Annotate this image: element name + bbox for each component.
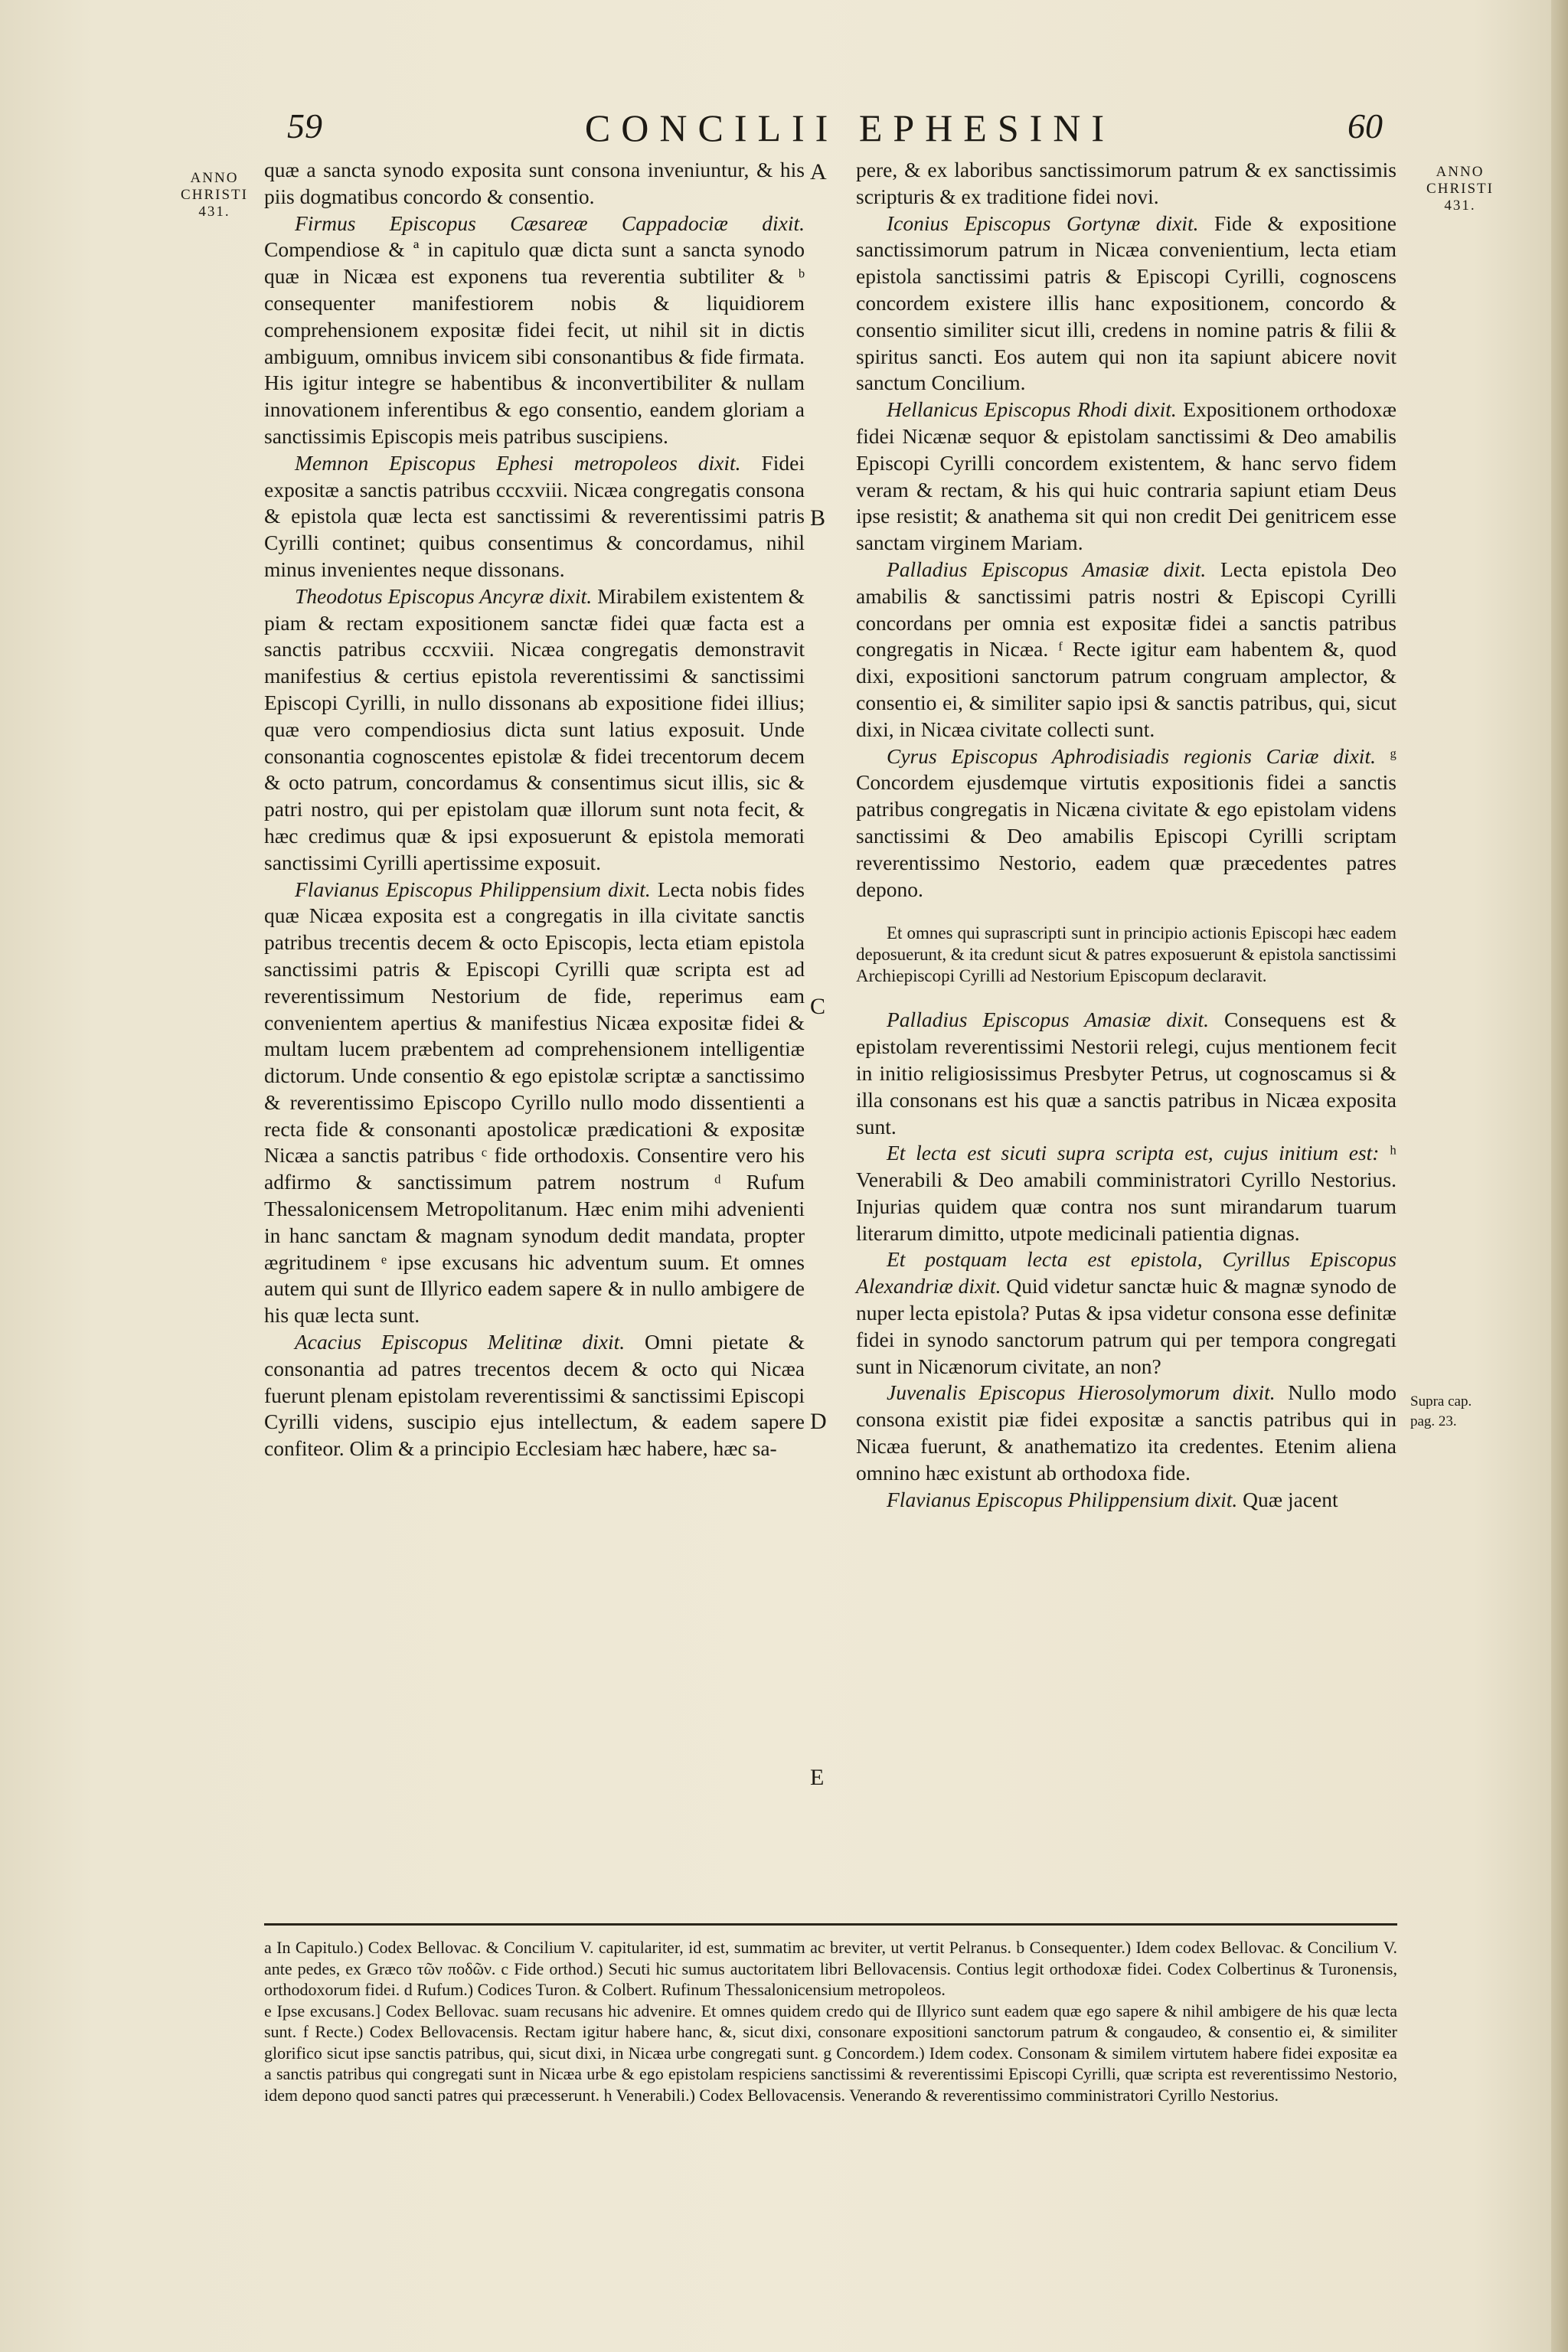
paragraph-text: Fide & expositione sanctissimorum patrum in Nicæa convenientium, lecta etiam epistola sanctissimi patris & Episcopi Cyrilli, cognoscens concordem existere illis hanc expositionem, concordo & consentio similiter sicut illi, credens in nomine patris & filii & spiritus sancti. Eos autem qui non ita sapiunt abicere novit sanctum Concilium. bbox=[856, 211, 1396, 395]
editorial-note bbox=[856, 923, 1396, 987]
speaker-name: Et lecta est sicuti supra scripta est, cujus initium est: bbox=[887, 1141, 1380, 1165]
paragraph-text: Fidei expositæ a sanctis patribus cccxviii. Nicæa congregatis consona & epistola quæ lecta est sanctissimi & reverentissimi patris Cyrilli continet; quibus consentimus & concordamus, nihil minus invenientes neque dissonans. bbox=[264, 450, 805, 581]
section-letter-b: B bbox=[810, 505, 826, 531]
speaker-name: Memnon Episcopus Ephesi metropoleos dixit. bbox=[295, 450, 741, 475]
paragraph bbox=[264, 1329, 805, 1462]
note-text: Et omnes qui suprascripti sunt in principio actionis Episcopi hæc eadem deposuerunt, & ita credunt sicut & patres exposuerunt & epistola sanctissimi Archiepiscopi Cyrilli ad Nestorium Episcopum declaravit. bbox=[856, 923, 1396, 986]
paragraph-text: ʰ Venerabili & Deo amabili comministratori Cyrillo Nestorius. Injurias quidem quæ contra nos sunt mirandarum tuarum literarum dimitto, utpote medicinali patientia dignas. bbox=[856, 1141, 1396, 1245]
speaker-name: Palladius Episcopus Amasiæ dixit. bbox=[887, 1008, 1209, 1032]
right-column bbox=[856, 157, 1396, 1513]
paragraph-text: Lecta nobis fides quæ Nicæa exposita est a congregatis in illa civitate sanctis patribus trecentis decem & octo Episcopis, lecta etiam epistola sanctissimi patris & Episcopi Cyrilli quæ scripta est ad reverentissimum Nestorium de fide, reperimus eam convenientem apertius & manifestius Nicæa expositæ fidei & multam lucem præbentem ad comprehensionem intelligentiæ dictorum. Unde consentio & ego epistolæ scriptæ a sanctissimo & reverentissimo Episcopo Cyrillo nullo modo dissentienti a recta fide & consonanti apostolicæ prædicationi & expositæ Nicæa a sanctis patribus ᶜ fide orthodoxis. Consentire vero his adfirmo & sanctissimum patrem nostrum ᵈ Rufum Thessalonicensem Metropolitanum. Hæc enim mihi advenienti in hanc sanctam & magnam synodum dedit mandata, propter ægritudinem ᵉ ipse excusans hic adventum suum. Et omnes autem qui sunt de Illyrico eadem sapere & in nullo ambigere de his quæ lecta sunt. bbox=[264, 877, 805, 1328]
paragraph-text: Omni pietate & consonantia ad patres trecentos decem & octo qui Nicæa fuerunt plenam epistolam reverentissimi & sanctissimi Episcopi Cyrilli videns, suscipio ejus intellectum, & eadem sapere confiteor. Olim & a principio Ecclesiam hæc habere, hæc sa- bbox=[264, 1330, 805, 1461]
paragraph-text: pere, & ex laboribus sanctissimorum patrum & ex sanctissimis scripturis & ex traditione fidei novi. bbox=[856, 158, 1396, 208]
paragraph bbox=[856, 743, 1396, 903]
speaker-name: Flavianus Episcopus Philippensium dixit. bbox=[295, 877, 651, 901]
margin-anno: ANNO bbox=[1436, 164, 1485, 180]
paragraph bbox=[856, 1380, 1396, 1486]
footnotes bbox=[264, 1937, 1397, 2105]
paragraph bbox=[264, 583, 805, 877]
paragraph bbox=[856, 557, 1396, 743]
paragraph bbox=[856, 1246, 1396, 1380]
section-letter-c: C bbox=[810, 994, 826, 1019]
margin-year: 431. bbox=[198, 204, 230, 220]
speaker-name: Iconius Episcopus Gortynæ dixit. bbox=[887, 211, 1199, 235]
paragraph-text: Compendiose & ª in capitulo quæ dicta sunt a sancta synodo quæ in Nicæa est exponens tua reverentia subtiliter & ᵇ consequenter manifestiorem nobis & liquidiorem comprehensionem expositæ fidei fecit, ut nihil sit in dictis ambiguum, omnibus invicem sibi consonantibus & fide firmata. His igitur integre se habentibus & inconvertibiliter & nullam innovationem inferentibus & ego consentio, eandem gloriam a sanctissimis Episcopis meis patribus suscipiens. bbox=[264, 237, 805, 448]
speaker-name: Palladius Episcopus Amasiæ dixit. bbox=[887, 557, 1207, 581]
margin-christi: CHRISTI bbox=[181, 187, 248, 203]
speaker-name: Hellanicus Episcopus Rhodi dixit. bbox=[887, 397, 1177, 422]
paragraph bbox=[856, 1007, 1396, 1140]
paragraph-text: Nullo modo consona existit piæ fidei expositæ a sanctis patribus qui in Nicæa fuerunt, & anathematizo ita credentes. Etenim aliena omnino hæc existunt ab orthodoxa fide. bbox=[856, 1380, 1397, 1485]
page-title: CONCILII EPHESINI bbox=[584, 106, 1116, 149]
speaker-name: Juvenalis Episcopus Hierosolymorum dixit. bbox=[887, 1380, 1276, 1405]
paragraph-text: Consequens est & epistolam reverentissimi Nestorii relegi, cujus mentionem fecit in initio religiosissimus Presbyter Petrus, ut cognoscamus si & illa consonans est his quæ a sanctis patribus in Nicæa exposita sunt. bbox=[856, 1008, 1396, 1138]
margin-supra: Supra cap. bbox=[1410, 1393, 1472, 1410]
paragraph-text: Lecta epistola Deo amabilis & sanctissimi patris nostri & Episcopi Cyrilli concordans per omnia est expositæ fidei a sanctis patribus congregatis in Nicæa. ᶠ Recte igitur eam habentem &, quod dixi, expositioni sanctorum patrum congruam amplector, & consentio ei, & similiter sapio ipsi & sanctis patribus, qui, sicut dixi, in Nicæa civitate collecti sunt. bbox=[856, 557, 1396, 741]
paragraph bbox=[264, 157, 805, 211]
speaker-name: Theodotus Episcopus Ancyræ dixit. bbox=[295, 583, 593, 608]
margin-christi: CHRISTI bbox=[1426, 181, 1494, 197]
paragraph bbox=[856, 1140, 1396, 1246]
left-column bbox=[264, 157, 805, 1462]
margin-cross-reference bbox=[1410, 1392, 1510, 1432]
margin-year-left bbox=[165, 170, 264, 220]
footnote-rule bbox=[264, 1923, 1397, 1926]
section-letter-d: D bbox=[810, 1409, 827, 1434]
margin-year: 431. bbox=[1444, 198, 1476, 214]
paragraph bbox=[856, 157, 1396, 211]
section-letter-a: A bbox=[810, 159, 827, 185]
paragraph bbox=[856, 211, 1396, 397]
paragraph bbox=[856, 1487, 1396, 1514]
speaker-name: Cyrus Episcopus Aphrodisiadis regionis Cariæ dixit. bbox=[887, 743, 1376, 768]
section-letter-e: E bbox=[810, 1765, 825, 1790]
paragraph bbox=[264, 211, 805, 450]
paragraph-text: Quæ jacent bbox=[1243, 1487, 1338, 1511]
footnote: a In Capitulo.) Codex Bellovac. & Concilium V. capitulariter, id est, summatim ac breviter, ut vertit Pelranus. b Consequenter.) Idem codex Bellovac. & Concilium V. ante pedes, ex Græco τῶν ποδῶν. c Fide orthod.) Secuti hic sumus auctoritatem libri Bellovacensis. Contius legit orthodoxæ fidei. Codex Colbertinus & Turonensis, orthodoxorum fidei. d Rufum.) Codices Turon. & Colbert. Rufinum Thessalonicensium metropoleos. bbox=[264, 1938, 1397, 1999]
margin-page-ref: pag. 23. bbox=[1410, 1413, 1457, 1429]
page-number-right: 60 bbox=[1348, 106, 1383, 145]
paragraph-text: quæ a sancta synodo exposita sunt consona inveniuntur, & his piis dogmatibus concordo & consentio. bbox=[264, 158, 805, 208]
paragraph-text: ᵍ Concordem ejusdemque virtutis expositionis fidei a sanctis patribus congregatis in Nicæna civitate & ego epistolam videns sanctissimi & Deo amabilis Episcopi Cyrilli scriptam reverentissimo Nestorio, eadem quæ præcedentes patres depono. bbox=[856, 743, 1396, 901]
speaker-name: Et postquam lecta est epistola, Cyrillus Episcopus Alexandriæ dixit. bbox=[856, 1247, 1396, 1298]
paragraph bbox=[264, 877, 805, 1330]
margin-year-right bbox=[1410, 164, 1510, 214]
paragraph bbox=[856, 397, 1396, 557]
margin-anno: ANNO bbox=[190, 170, 239, 186]
paragraph-text: Mirabilem existentem & piam & rectam expositionem sanctæ fidei quæ facta est a sanctis patribus cccxviii. Nicæa congregatis demonstravit manifestius & certius epistola reverentissimi & sanctissimi Episcopi Cyrilli, in nullo dissonans ab expositione fidei illius; quæ vero compendiosius dicta sunt latius exposuit. Unde consonantia cognoscentes epistolæ & fidei trecentorum decem & octo patrum, concordamus & consentimus sicut illis, sic & patri nostro, qui per epistolam quæ illorum sunt nota fecit, & hæc credimus quæ & ipsi exposuerunt & epistola memorati sanctissimi Cyrilli apertissime exposuit. bbox=[264, 583, 805, 874]
footnote: e Ipse excusans.] Codex Bellovac. suam recusans hic advenire. Et omnes quidem credo qui de Illyrico sunt eadem quæ ego sapere & nihil ambigere de his quæ lecta sunt. f Recte.) Codex Bellovacensis. Rectam igitur habere hanc, &, sicut dixi, consonare expositioni sanctorum patrum & congaudeo, & consentio ei, & similiter glorifico sicut ipse sanctis patribus, qui, sicut dixi, in Nicæa urbe congregati sunt. g Concordem.) Idem codex. Consonam & similem virtutem habere fidei expositæ ea a sanctis patribus qui congregati sunt in Nicæa urbe & ego epistolam respiciens sanctissimi & reverentissimi Episcopi Cyrilli, quæ scripta est reverentissimo Nestorio, idem depono quod sancti patres qui præcesserunt. h Venerabili.) Codex Bellovacensis. Venerando & reverentissimo comministratori Cyrillo Nestorius. bbox=[264, 2001, 1397, 2105]
running-head bbox=[0, 106, 1568, 152]
speaker-name: Firmus Episcopus Cæsareæ Cappadociæ dixit. bbox=[295, 211, 805, 235]
speaker-name: Acacius Episcopus Melitinæ dixit. bbox=[295, 1330, 626, 1354]
speaker-name: Flavianus Episcopus Philippensium dixit. bbox=[887, 1487, 1238, 1511]
paragraph-text: Expositionem orthodoxæ fidei Nicænæ sequor & epistolam sanctissimi & Deo amabilis Episcopi Cyrilli concordem existentem, & hanc servo fidem veram & rectam, & his qui huic contraria sapiunt etiam Deus ipse resistit; & anathema sit qui non credit Dei genitricem esse sanctam virginem Mariam. bbox=[856, 397, 1396, 555]
paragraph bbox=[264, 450, 805, 583]
paragraph-text: Quid videtur sanctæ huic & magnæ synodo de nuper lecta epistola? Putas & ipsa videtur consona esse definitæ fidei in synodo sanctorum patrum qui per tempora congregati sunt in Nicænorum civitate, an non? bbox=[856, 1274, 1397, 1378]
page-number-left: 59 bbox=[287, 106, 322, 145]
page-edge bbox=[1551, 0, 1568, 2352]
